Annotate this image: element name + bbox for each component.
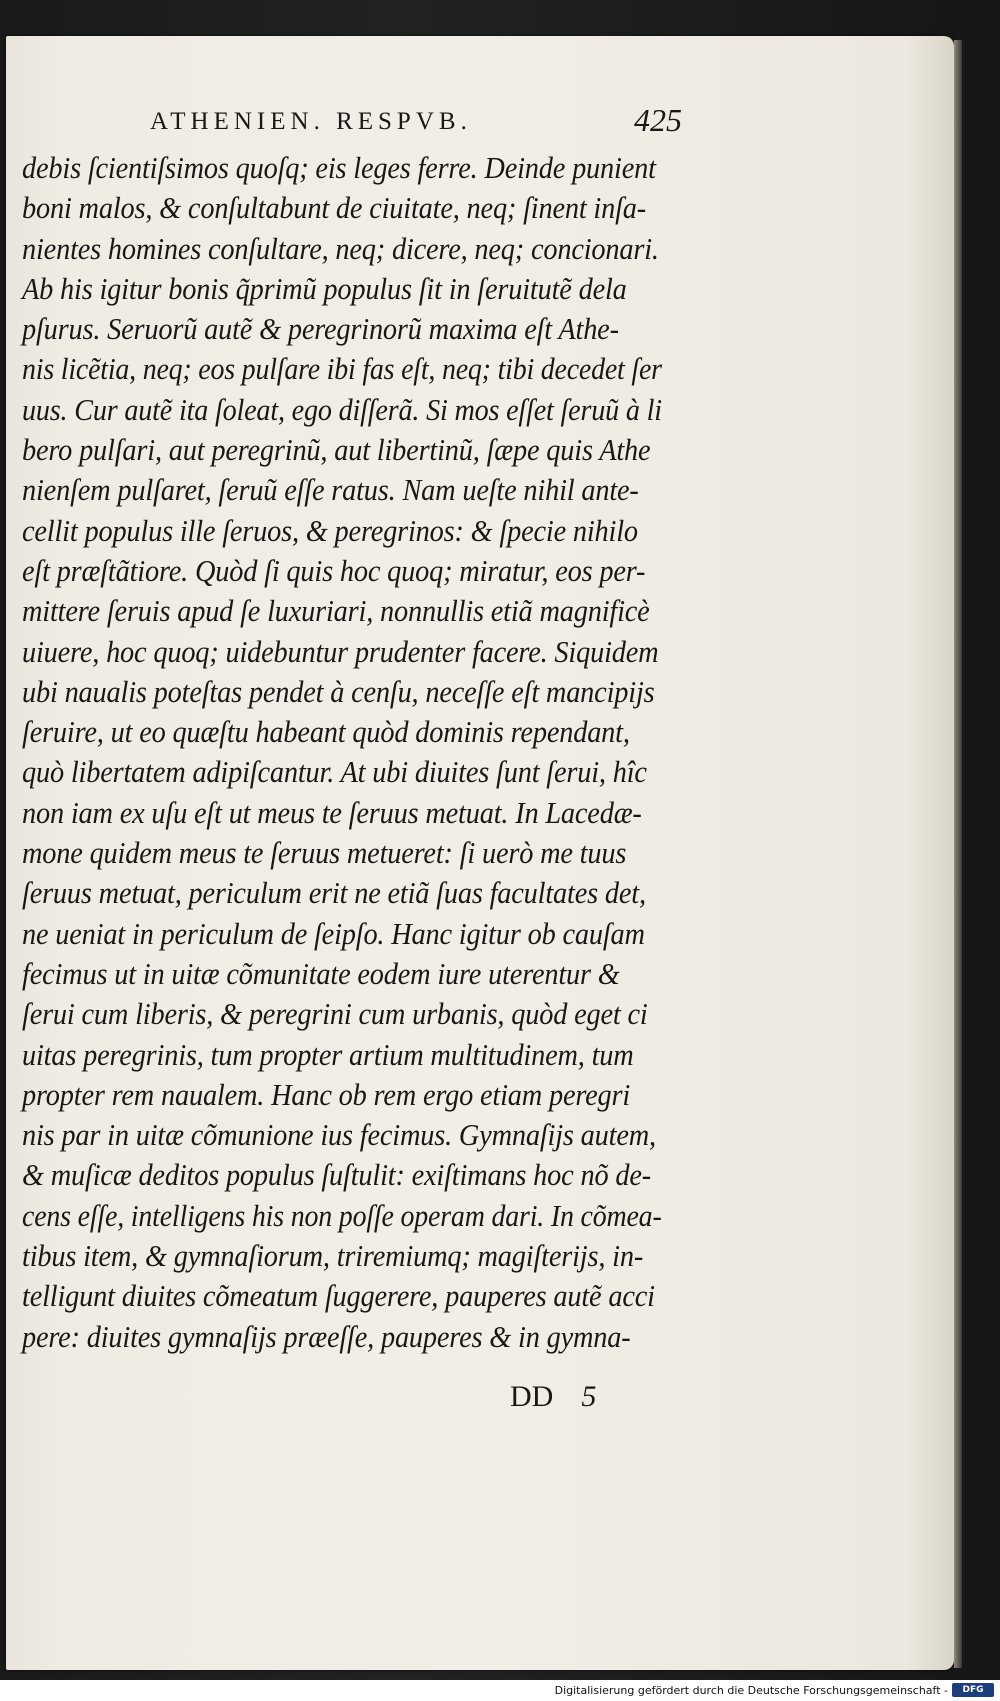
funding-credit: Digitalisierung gefördert durch die Deutsche Forschungsgemeinschaft - <box>554 1684 948 1697</box>
text-line: uus. Cur autẽ ita ſoleat, ego diſſerã. Si mos eſſet ſeruũ à li <box>22 391 662 427</box>
dfg-logo-icon: DFG <box>952 1683 994 1697</box>
text-line: Ab his igitur bonis q̃primũ populus ſit in ſeruitutẽ dela <box>22 270 627 306</box>
page-edge <box>954 40 962 1668</box>
running-head: ATHENIEN. RESPVB. <box>150 108 472 135</box>
text-line: uiuere, hoc quoq; uidebuntur prudenter facere. Siquidem <box>22 633 659 669</box>
text-line: ſerui cum liberis, & peregrini cum urbanis, quòd eget ci <box>22 996 648 1032</box>
text-line: nienſem pulſaret, ſeruũ eſſe ratus. Nam ueſte nihil ante- <box>22 472 639 508</box>
text-line: nientes homines conſultare, neq; dicere, neq; concionari. <box>22 230 659 266</box>
text-line: ſeruus metuat, periculum erit ne etiã ſuas facultates det, <box>22 875 646 911</box>
text-line: nis licẽtia, neq; eos pulſare ibi fas eſt, neq; tibi decedet ſer <box>22 351 662 387</box>
text-line: ne ueniat in periculum de ſeipſo. Hanc igitur ob cauſam <box>22 915 645 951</box>
text-line: fecimus ut in uitæ cõmunitate eodem iure uterentur & <box>22 955 620 991</box>
page-number: 425 <box>634 102 682 138</box>
text-line: & muſicæ deditos populus ſuſtulit: exiſtimans hoc nõ de- <box>22 1157 651 1193</box>
text-line: mone quidem meus te ſeruus metueret: ſi uerò me tuus <box>22 835 627 871</box>
text-line: debis ſcientiſsimos quoſq; eis leges ferre. Deinde punient <box>22 150 656 185</box>
signature-number: 5 <box>581 1380 597 1413</box>
text-line: cellit populus ille ſeruos, & peregrinos: & ſpecie nihilo <box>22 512 638 548</box>
text-line: pſurus. Seruorũ autẽ & peregrinorũ maxima eſt Athe- <box>22 311 619 347</box>
text-line: telligunt diuites cõmeatum ſuggerere, pauperes autẽ acci <box>22 1278 655 1314</box>
text-line: ubi naualis poteſtas pendet à cenſu, neceſſe eſt mancipijs <box>22 673 655 709</box>
text-line: non iam ex uſu eſt ut meus te ſeruus metuat. In Lacedæ- <box>22 794 642 830</box>
text-line: bero pulſari, aut peregrinũ, aut libertinũ, ſæpe quis Athe <box>22 432 651 468</box>
signature-mark <box>510 1380 596 1414</box>
text-line: ſeruire, ut eo quæſtu habeant quòd dominis rependant, <box>22 714 630 750</box>
text-line: mittere ſeruis apud ſe luxuriari, nonnullis etiã magnificè <box>22 593 650 629</box>
text-line: propter rem naualem. Hanc ob rem ergo etiam peregri <box>22 1076 631 1112</box>
signature-letters: DD <box>510 1380 554 1413</box>
text-line: tibus item, & gymnaſiorum, triremiumq; magiſterijs, in- <box>22 1238 644 1274</box>
text-line: pere: diuites gymnaſijs præeſſe, pauperes & in gymna- <box>22 1318 631 1354</box>
text-line: boni malos, & conſultabunt de ciuitate, neq; ſinent inſa- <box>22 190 647 226</box>
text-line: nis par in uitæ cõmunione ius fecimus. Gymnaſijs autem, <box>22 1117 656 1153</box>
text-line: quò libertatem adipiſcantur. At ubi diuites ſunt ſerui, hîc <box>22 754 647 790</box>
text-line: eſt præſtãtiore. Quòd ſi quis hoc quoq; miratur, eos per- <box>22 552 646 588</box>
text-line: uitas peregrinis, tum propter artium multitudinem, tum <box>22 1036 634 1072</box>
body-text <box>22 148 722 1357</box>
text-line: cens eſſe, intelligens his non poſſe operam dari. In cõmea- <box>22 1197 662 1233</box>
